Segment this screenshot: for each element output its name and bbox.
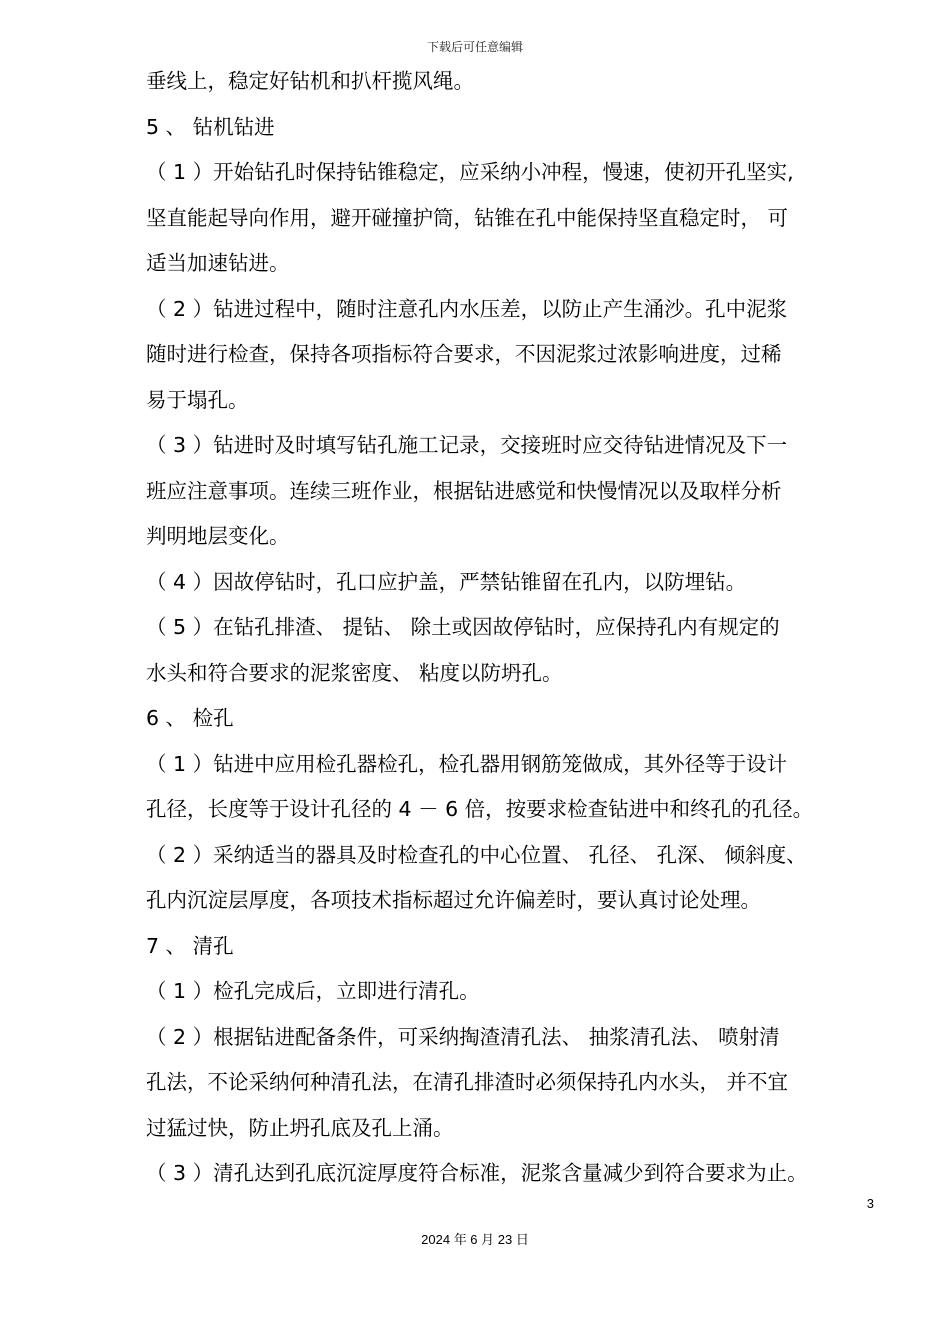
section-heading: 7 、 清孔 <box>146 933 234 958</box>
text-line: （ 3 ）钻进时及时填写钻孔施工记录，交接班时应交待钻进情况及下一 <box>146 433 788 457</box>
page-number: 3 <box>866 1196 874 1211</box>
section-heading: 5 、 钻机钻进 <box>146 114 275 139</box>
document-body <box>146 64 906 1202</box>
text-line: （ 1 ）检孔完成后，立即进行清孔。 <box>146 979 480 1003</box>
text-line: 随时进行检查，保持各项指标符合要求，不因泥浆过浓影响进度，过稀 <box>146 342 782 366</box>
section-heading: 6 、 检孔 <box>146 706 234 730</box>
text-line: 适当加速钻进。 <box>146 251 290 275</box>
text-line: 孔法，不论采纳何种清孔法，在清孔排渣时必须保持孔内水头， 并不宜 <box>146 1070 789 1094</box>
text-line: （ 2 ）采纳适当的器具及时检查孔的中心位置、 孔径、 孔深、 倾斜度、 <box>146 842 807 867</box>
text-line: 班应注意事项。连续三班作业，根据钻进感觉和快慢情况以及取样分析 <box>146 478 782 503</box>
text-line: 垂线上，稳定好钻机和扒杆揽风绳。 <box>146 69 474 93</box>
text-line: 孔径，长度等于设计孔径的 4 － 6 倍，按要求检查钻进中和终孔的孔径。 <box>146 797 814 821</box>
text-line: （ 1 ）开始钻孔时保持钻锥稳定，应采纳小冲程，慢速，使初开孔坚实, <box>146 160 794 184</box>
page-header: 下载后可任意编辑 <box>426 40 523 54</box>
footer-date: 2024 年 6 月 23 日 <box>421 1232 529 1247</box>
text-line: （ 1 ）钻进中应用检孔器检孔，检孔器用钢筋笼做成，其外径等于设计 <box>146 751 788 776</box>
text-line: 孔内沉淀层厚度，各项技术指标超过允许偏差时，要认真讨论处理。 <box>146 888 761 912</box>
text-line: 过猛过快，防止坍孔底及孔上涌。 <box>146 1115 454 1140</box>
text-line: 水头和符合要求的泥浆密度、 粘度以防坍孔。 <box>146 660 563 685</box>
text-line: 坚直能起导向作用，避开碰撞护筒，钻锥在孔中能保持坚直稳定时， 可 <box>146 205 789 230</box>
text-line: （ 5 ）在钻孔排渣、 提钻、 除土或因故停钻时，应保持孔内有规定的 <box>146 615 780 639</box>
text-line: 易于塌孔。 <box>146 387 249 412</box>
text-line: 判明地层变化。 <box>146 524 290 548</box>
text-line: （ 2 ）钻进过程中，随时注意孔内水压差，以防止产生涌沙。孔中泥浆 <box>146 296 788 321</box>
text-line: （ 2 ）根据钻进配备条件，可采纳掏渣清孔法、 抽浆清孔法、 喷射清 <box>146 1024 780 1049</box>
text-line: （ 3 ）清孔达到孔底沉淀厚度符合标准，泥浆含量减少到符合要求为止。 <box>146 1161 808 1185</box>
text-line: （ 4 ）因故停钻时，孔口应护盖，严禁钻锥留在孔内，以防埋钻。 <box>146 569 747 594</box>
